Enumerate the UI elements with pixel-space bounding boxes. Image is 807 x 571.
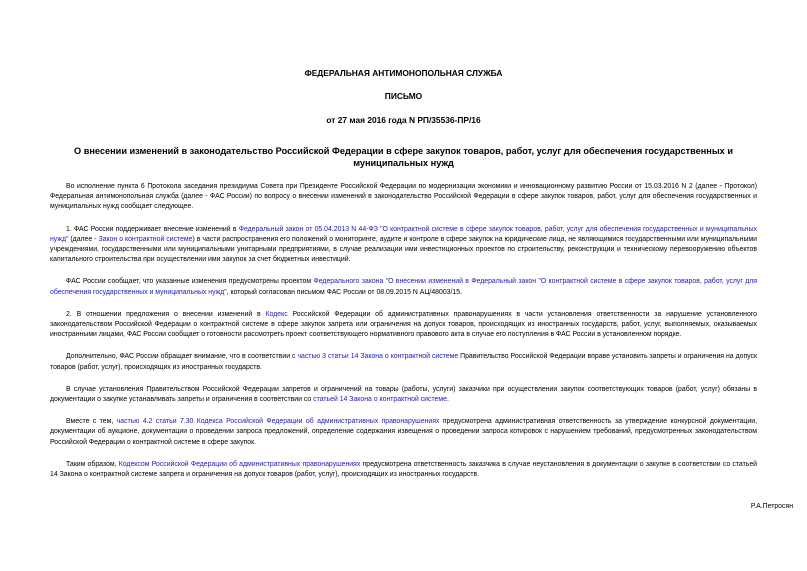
paragraph-text: ) в части распространения его положений о мониторинге, аудите и контроле в сфере закупок на юридические лица, не являющимися государственными или муниципальными учреждениями, государственными или муниципальными унитарными предприятиями, в случае реализации ими инвестиционных проектов по строительству, реконструкции и техническому перевооружению объектов капитального строительства при осуществлении ими закупок за счет бюджетных инвестиций. [50, 235, 757, 264]
paragraph [50, 460, 757, 480]
paragraph [50, 417, 757, 448]
paragraph-text: 1. ФАС России поддерживает внесение изменений в [66, 225, 239, 233]
agency-title: ФЕДЕРАЛЬНАЯ АНТИМОНОПОЛЬНАЯ СЛУЖБА [304, 68, 503, 78]
legal-reference-link[interactable]: Федерального закона "О внесении изменений в Федеральный закон "О контрактной системе в сфере закупок товаров, работ, услуг для обеспечения государственных и муниципальных нужд" [50, 278, 757, 296]
legal-reference-link[interactable]: Закон о контрактной системе [98, 235, 193, 243]
legal-reference-link[interactable]: статьей 14 Закона о контрактной системе [313, 396, 447, 404]
paragraph [50, 310, 757, 341]
paragraph-text: Дополнительно, ФАС России обращает внимание, что в соответствии с [66, 353, 298, 361]
paragraph [50, 277, 757, 297]
paragraph [50, 225, 757, 266]
paragraph-text: ФАС России сообщает, что указанные изменения предусмотрены проектом [66, 278, 314, 286]
legal-reference-link[interactable]: частью 4.2 статьи 7.30 Кодекса Российской Федерации об административных правонарушениях [116, 418, 440, 426]
document-subject: О внесении изменений в законодательство Российской Федерации в сфере закупок товаров, работ, услуг для обеспечения государственных и муниципальных нужд [74, 146, 733, 168]
paragraph-text: , который согласован письмом ФАС России от 08.09.2015 N АЦ/48003/15. [226, 288, 463, 296]
paragraph [50, 385, 757, 405]
legal-reference-link[interactable]: Кодекс [265, 310, 288, 318]
paragraph-text: Правительство Российской Федерации вправе установить запреты и ограничения на допуск товаров (работ, услуг), происходящих из иностранных государств. [50, 353, 757, 371]
paragraph [50, 352, 757, 372]
paragraph-text: 2. В отношении предложения о внесении изменений в [66, 310, 266, 318]
paragraph-text: Вместе с тем, [66, 418, 117, 426]
paragraph-text: В случае установления Правительством Российской Федерации запретов и ограничений на товары (работы, услуги) заказчики при осуществлении закупок соответствующих товаров (работ, услуг) обязаны в документации о закупке устанавливать запреты и ограничения в соответствии со [50, 385, 757, 404]
legal-reference-link[interactable]: частью 3 статьи 14 Закона о контрактной системе [297, 353, 459, 361]
paragraph [50, 182, 757, 213]
paragraph-text: (далее - [68, 235, 99, 243]
paragraph-text: Российской Федерации об административных правонарушениях в части установления ответственности за нарушение установленного законодательством Российской Федерации о контрактной системе в сфере закупок запрета или ограничения на допуск товаров, происходящих из иностранных государств, работ, услуг, выполняемых, оказываемых иностранными лицами, ФАС России сообщает о готовности рассмотреть проект соответствующего нормативного правового акта в случае его поступления в ФАС России в установленном порядке. [50, 310, 757, 339]
paragraph-text: предусмотрена ответственность заказчика в случае неустановления в документации о закупке в соответствии со статьей 14 Закона о контрактной системе запрета и ограничения на допуск товаров (работ, услуг), происходящих из иностранных государств. [50, 460, 758, 479]
paragraph-text: Во исполнение пункта 6 Протокола заседания президиума Совета при Президенте Российской Федерации по модернизации экономики и инновационному развитию России от 15.03.2016 N 2 (далее - Протокол) Федеральная антимонопольная служба (далее - ФАС России) по вопросу о внесении изменений в законодательство Российской Федерации в сфере закупок товаров, работ, услуг для обеспечения государственных и муниципальных нужд сообщает следующее. [50, 183, 757, 211]
document-reference: от 27 мая 2016 года N РП/35536-ПР/16 [326, 115, 481, 125]
document-body [50, 182, 757, 492]
document-type: ПИСЬМО [384, 91, 423, 101]
paragraph-text: предусмотрена административная ответственность за утверждение конкурсной документации, документации об аукционе, документации о проведении запроса предложений, определение содержания извещения о проведении запроса котировок с нарушением требований, предусмотренных законодательством Российской Федерации о контрактной системе в сфере закупок. [50, 418, 757, 446]
paragraph-text: . [446, 396, 449, 404]
legal-reference-link[interactable]: Кодексом Российской Федерации об административных правонарушениях [118, 460, 361, 468]
paragraph-text: Таким образом, [66, 460, 119, 468]
legal-reference-link[interactable]: Федеральный закон от 05.04.2013 N 44-ФЗ "О контрактной системе в сфере закупок товаров, работ, услуг для обеспечения государственных и муниципальных нужд" [50, 225, 758, 243]
signature: Р.А.Петросян [750, 503, 793, 510]
